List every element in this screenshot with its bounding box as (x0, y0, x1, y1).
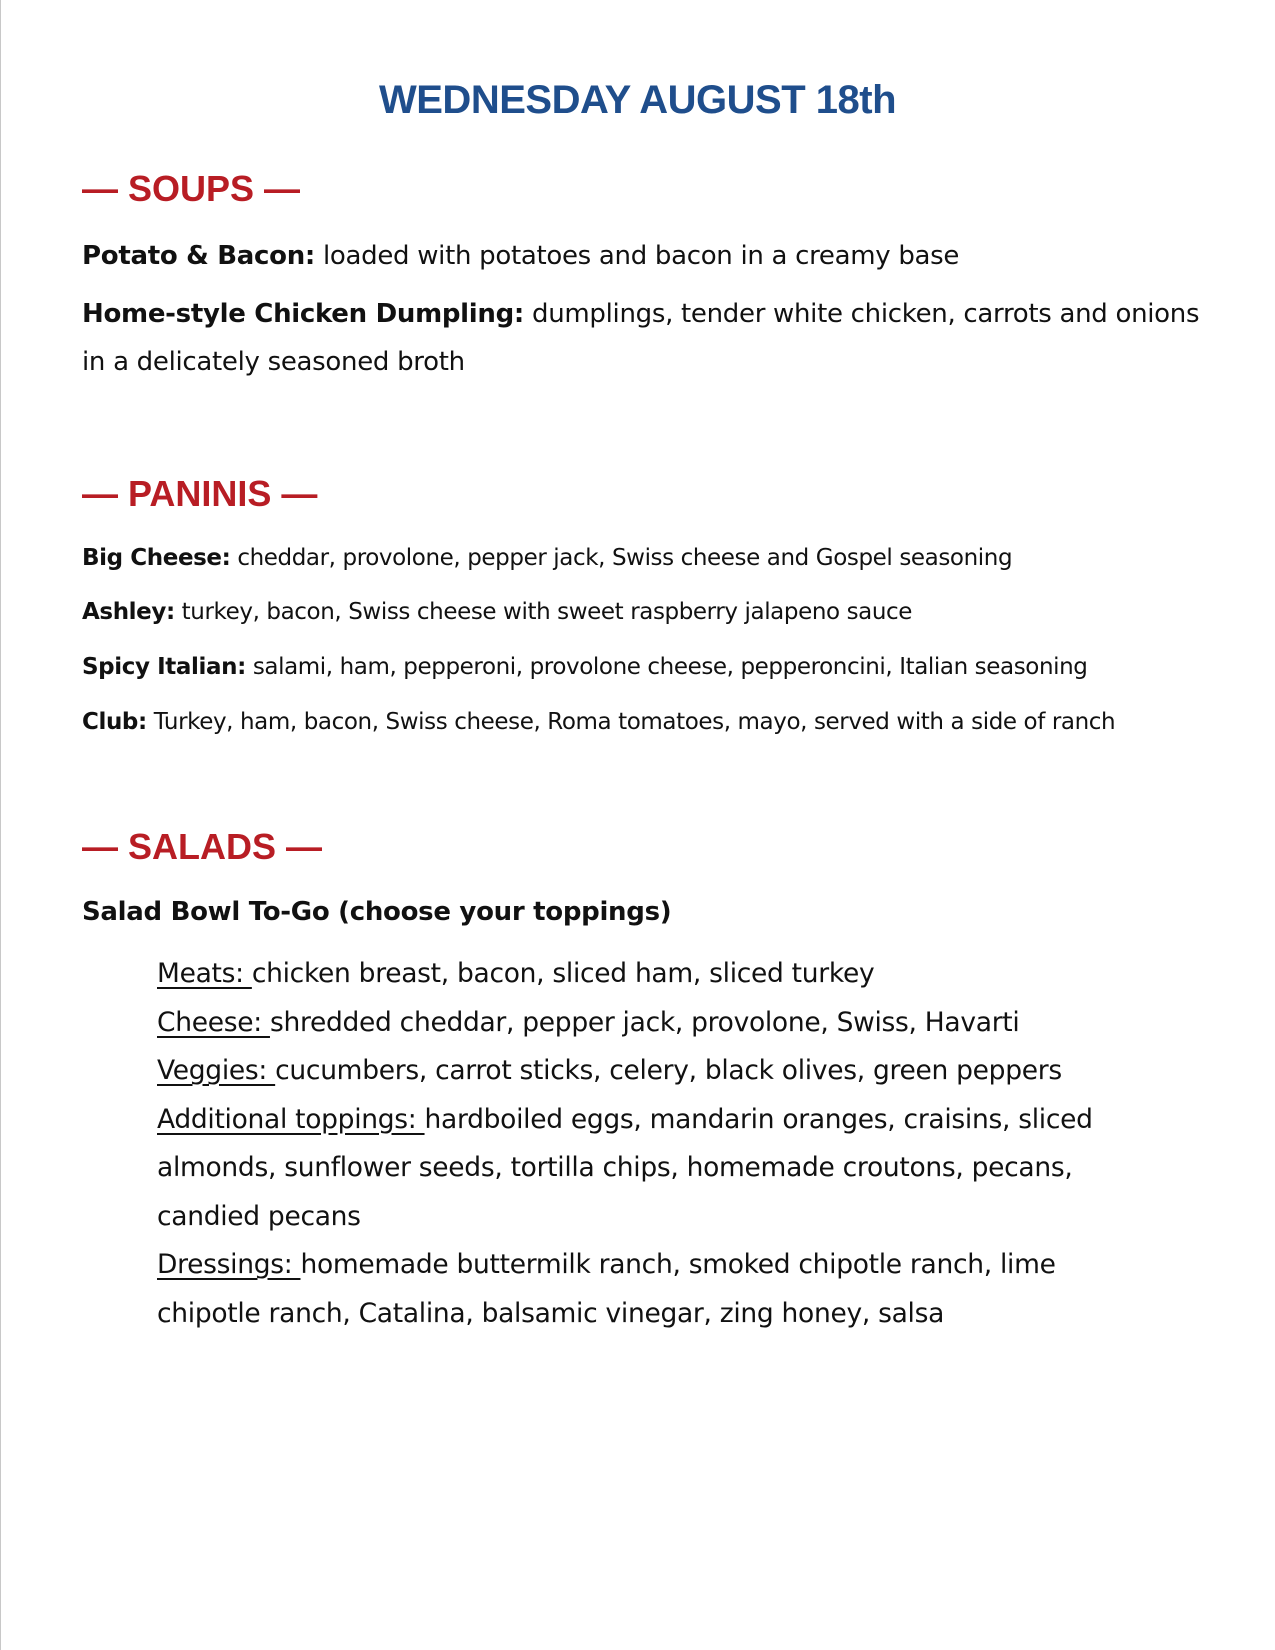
panini-name: Club: (82, 709, 147, 735)
soup-item (82, 290, 1202, 386)
topping-group-additional (157, 1096, 1157, 1242)
topping-value: hardboiled eggs, mandarin oranges, craisins, sliced almonds, sunflower seeds, tortilla chips, homemade croutons, pecans, candied pecans (157, 1103, 1093, 1232)
topping-label: Veggies: (157, 1055, 276, 1086)
panini-description: cheddar, provolone, pepper jack, Swiss cheese and Gospel seasoning (237, 545, 1013, 571)
topping-label: Dressings: (157, 1249, 301, 1280)
topping-label: Additional toppings: (157, 1103, 425, 1135)
salad-toppings-list (157, 950, 1157, 1338)
soup-description: loaded with potatoes and bacon in a creamy base (322, 241, 960, 271)
panini-item (82, 654, 1088, 680)
panini-item (82, 709, 1115, 735)
soups-heading: — SOUPS — (82, 168, 301, 209)
panini-description: salami, ham, pepperoni, provolone cheese, pepperoncini, Italian seasoning (252, 654, 1088, 680)
topping-group-cheese (157, 999, 1157, 1048)
panini-name: Spicy Italian: (82, 654, 246, 680)
topping-value: homemade buttermilk ranch, smoked chipotle ranch, lime chipotle ranch, Catalina, balsamic vinegar, zing honey, salsa (157, 1249, 1056, 1329)
panini-name: Big Cheese: (82, 545, 231, 571)
page-edge (0, 0, 1, 1650)
panini-item (82, 599, 912, 625)
panini-item (82, 545, 1012, 571)
soup-name: Potato & Bacon: (82, 241, 316, 271)
topping-value: chicken breast, bacon, sliced ham, sliced turkey (251, 958, 875, 989)
page-title: WEDNESDAY AUGUST 18th (379, 78, 896, 122)
salad-bowl-title: Salad Bowl To-Go (choose your toppings) (82, 897, 672, 927)
soup-item (82, 232, 1202, 280)
topping-group-meats (157, 950, 1157, 999)
panini-description: turkey, bacon, Swiss cheese with sweet raspberry jalapeno sauce (181, 599, 913, 625)
topping-label: Cheese: (157, 1006, 270, 1038)
soups-list (82, 232, 1202, 386)
panini-description: Turkey, ham, bacon, Swiss cheese, Roma tomatoes, mayo, served with a side of ranch (153, 709, 1116, 735)
paninis-heading: — PANINIS — (82, 473, 318, 514)
topping-value: cucumbers, carrot sticks, celery, black olives, green peppers (275, 1055, 1062, 1086)
soup-name: Home-style Chicken Dumpling: (82, 299, 525, 329)
topping-group-dressings (157, 1241, 1157, 1338)
panini-name: Ashley: (82, 599, 175, 625)
topping-value: shredded cheddar, pepper jack, provolone, Swiss, Havarti (269, 1006, 1020, 1038)
topping-label: Meats: (157, 958, 252, 989)
topping-group-veggies (157, 1047, 1157, 1096)
salads-heading: — SALADS — (82, 826, 323, 867)
soup-description: dumplings, tender white chicken, carrots and onions in a delicately seasoned broth (82, 299, 1200, 377)
